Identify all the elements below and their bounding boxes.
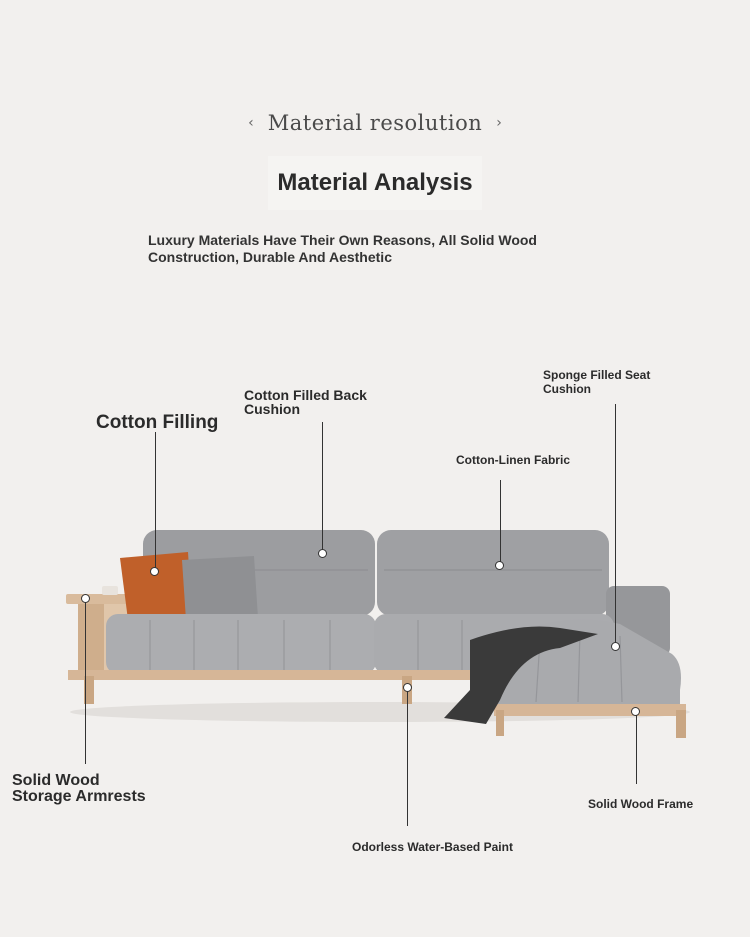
leg — [496, 710, 504, 736]
label-seat-cushion-line-2: Cushion — [543, 382, 591, 396]
label-paint: Odorless Water-Based Paint — [352, 840, 513, 854]
leg — [676, 710, 686, 738]
back-cushion-right — [377, 530, 609, 616]
frame-rail — [68, 670, 498, 680]
label-back-cushion-line-2: Cushion — [244, 401, 300, 417]
chaise-frame — [494, 704, 686, 716]
armrest-side — [78, 604, 104, 676]
callout-line-armrest — [85, 600, 86, 764]
label-frame: Solid Wood Frame — [588, 797, 694, 811]
label-seat-cushion — [543, 368, 650, 396]
callout-line-back-cushion — [322, 422, 323, 554]
chevron-left-icon: ‹ — [248, 115, 254, 131]
callout-dot-back-cushion — [318, 549, 327, 558]
callout-line-paint — [407, 688, 408, 826]
label-back-cushion-line-1: Cotton Filled Back — [244, 387, 367, 403]
seat-left — [106, 614, 376, 674]
chevron-right-icon: › — [496, 115, 502, 131]
callout-dot-paint — [403, 683, 412, 692]
callout-line-fabric — [500, 480, 501, 566]
callout-dot-armrest — [81, 594, 90, 603]
tagline-line-1: Luxury Materials Have Their Own Reasons, All Solid Wood — [148, 232, 537, 248]
label-back-cushion — [244, 388, 367, 416]
armrest-top — [66, 594, 130, 604]
armrest-cup — [102, 586, 118, 595]
callout-dot-cotton-filling — [150, 567, 159, 576]
gray-pillow — [182, 556, 258, 620]
label-armrest — [12, 773, 146, 805]
label-armrest-line-2: Storage Armrests — [12, 788, 146, 805]
section-subtitle: Material resolution — [267, 111, 483, 135]
label-armrest-line-1: Solid Wood — [12, 772, 100, 789]
callout-dot-fabric — [495, 561, 504, 570]
label-seat-cushion-line-1: Sponge Filled Seat — [543, 368, 651, 382]
orange-pillow — [120, 552, 192, 620]
label-cotton-filling: Cotton Filling — [96, 412, 219, 433]
callout-dot-seat-cushion — [611, 642, 620, 651]
label-fabric: Cotton-Linen Fabric — [456, 453, 570, 467]
callout-dot-frame — [631, 707, 640, 716]
callout-line-seat-cushion — [615, 404, 616, 648]
callout-line-cotton-filling — [155, 432, 156, 572]
callout-line-frame — [636, 712, 637, 784]
page-title: Material Analysis — [277, 169, 473, 196]
tagline-line-2: Construction, Durable And Aesthetic — [148, 249, 392, 265]
